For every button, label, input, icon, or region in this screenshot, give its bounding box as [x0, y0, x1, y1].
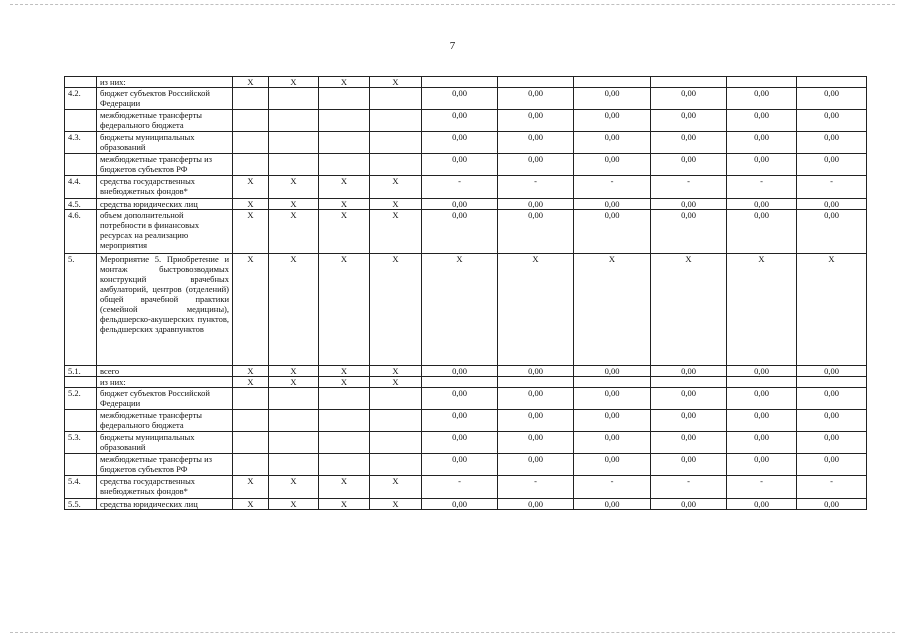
value-cell [651, 377, 727, 388]
value-cell: 0,00 [797, 154, 867, 176]
value-cell: 0,00 [651, 410, 727, 432]
mark-cell: X [319, 210, 370, 254]
value-cell: 0,00 [498, 199, 574, 210]
value-cell: - [797, 476, 867, 499]
row-number: 4.3. [65, 132, 97, 154]
value-cell: 0,00 [574, 410, 651, 432]
mark-cell: X [370, 377, 422, 388]
mark-cell: X [370, 499, 422, 510]
row-name: бюджеты муниципальных образований [97, 432, 233, 454]
value-cell: 0,00 [651, 388, 727, 410]
row-name: средства юридических лиц [97, 499, 233, 510]
value-cell: 0,00 [797, 199, 867, 210]
value-cell: 0,00 [498, 410, 574, 432]
mark-cell: X [269, 366, 319, 377]
value-cell: 0,00 [574, 366, 651, 377]
row-name: межбюджетные трансферты федерального бюджета [97, 110, 233, 132]
value-cell [797, 77, 867, 88]
mark-cell [233, 454, 269, 476]
value-cell: X [727, 254, 797, 366]
value-cell: 0,00 [422, 454, 498, 476]
value-cell: 0,00 [422, 410, 498, 432]
value-cell: 0,00 [574, 499, 651, 510]
table-row [65, 210, 867, 254]
value-cell: 0,00 [498, 454, 574, 476]
value-cell: - [574, 176, 651, 199]
value-cell: - [422, 476, 498, 499]
table-row [65, 176, 867, 199]
value-cell: 0,00 [797, 88, 867, 110]
row-number [65, 377, 97, 388]
mark-cell: X [269, 499, 319, 510]
row-name: межбюджетные трансферты федерального бюджета [97, 410, 233, 432]
mark-cell [319, 432, 370, 454]
value-cell [574, 77, 651, 88]
row-number: 4.2. [65, 88, 97, 110]
value-cell: 0,00 [422, 154, 498, 176]
mark-cell: X [233, 77, 269, 88]
value-cell: 0,00 [498, 210, 574, 254]
value-cell [727, 77, 797, 88]
value-cell: X [797, 254, 867, 366]
value-cell: 0,00 [498, 154, 574, 176]
row-name: из них: [97, 77, 233, 88]
table-row [65, 110, 867, 132]
value-cell: 0,00 [498, 88, 574, 110]
mark-cell [370, 410, 422, 432]
mark-cell [269, 454, 319, 476]
mark-cell [319, 454, 370, 476]
mark-cell: X [319, 176, 370, 199]
row-name: из них: [97, 377, 233, 388]
value-cell: 0,00 [727, 110, 797, 132]
value-cell: - [651, 176, 727, 199]
value-cell: 0,00 [574, 110, 651, 132]
value-cell: 0,00 [422, 388, 498, 410]
mark-cell: X [233, 366, 269, 377]
value-cell: 0,00 [498, 132, 574, 154]
value-cell: 0,00 [727, 388, 797, 410]
value-cell: 0,00 [727, 366, 797, 377]
mark-cell: X [269, 254, 319, 366]
mark-cell [370, 432, 422, 454]
value-cell: X [574, 254, 651, 366]
mark-cell [269, 410, 319, 432]
value-cell: 0,00 [651, 366, 727, 377]
mark-cell [269, 88, 319, 110]
table-body [65, 77, 867, 510]
mark-cell [233, 410, 269, 432]
value-cell: 0,00 [727, 499, 797, 510]
row-number: 4.5. [65, 199, 97, 210]
mark-cell [319, 154, 370, 176]
value-cell: 0,00 [797, 499, 867, 510]
value-cell: 0,00 [651, 132, 727, 154]
value-cell: 0,00 [574, 132, 651, 154]
value-cell: 0,00 [797, 432, 867, 454]
row-number: 4.6. [65, 210, 97, 254]
row-number: 5.5. [65, 499, 97, 510]
value-cell [651, 77, 727, 88]
mark-cell [370, 88, 422, 110]
row-number [65, 410, 97, 432]
value-cell: 0,00 [574, 388, 651, 410]
value-cell: X [651, 254, 727, 366]
row-number: 5.2. [65, 388, 97, 410]
value-cell: - [651, 476, 727, 499]
scan-edge-bottom [10, 632, 895, 633]
value-cell: - [498, 176, 574, 199]
mark-cell [319, 410, 370, 432]
budget-table [64, 76, 867, 510]
value-cell: 0,00 [727, 154, 797, 176]
value-cell: - [797, 176, 867, 199]
mark-cell: X [370, 77, 422, 88]
value-cell: 0,00 [727, 410, 797, 432]
value-cell: 0,00 [797, 132, 867, 154]
value-cell: - [422, 176, 498, 199]
value-cell: 0,00 [574, 432, 651, 454]
value-cell: 0,00 [797, 210, 867, 254]
value-cell: 0,00 [422, 366, 498, 377]
mark-cell: X [319, 199, 370, 210]
mark-cell: X [269, 199, 319, 210]
value-cell [422, 377, 498, 388]
mark-cell: X [319, 366, 370, 377]
row-name: бюджеты муниципальных образований [97, 132, 233, 154]
table-row [65, 432, 867, 454]
row-name: бюджет субъектов Российской Федерации [97, 388, 233, 410]
row-name: Мероприятие 5. Приобретение и монтаж быстровозводимых конструкций врачебных амбулаторий, центров (отделений) общей врачебной практики (семейной медицины), фельдшерско-акушерских пунктов, фельдшерских здравпунктов [97, 254, 233, 366]
table-row [65, 77, 867, 88]
value-cell: 0,00 [651, 454, 727, 476]
table-row [65, 476, 867, 499]
mark-cell: X [370, 366, 422, 377]
table-row [65, 454, 867, 476]
value-cell: 0,00 [422, 110, 498, 132]
value-cell: - [498, 476, 574, 499]
value-cell [727, 377, 797, 388]
value-cell: 0,00 [498, 110, 574, 132]
table-row [65, 254, 867, 366]
row-name: межбюджетные трансферты из бюджетов субъектов РФ [97, 454, 233, 476]
value-cell: 0,00 [651, 210, 727, 254]
mark-cell [269, 110, 319, 132]
value-cell: 0,00 [422, 499, 498, 510]
mark-cell: X [319, 254, 370, 366]
mark-cell: X [233, 499, 269, 510]
value-cell: - [574, 476, 651, 499]
row-name: средства юридических лиц [97, 199, 233, 210]
row-name: бюджет субъектов Российской Федерации [97, 88, 233, 110]
mark-cell [269, 132, 319, 154]
value-cell: 0,00 [422, 210, 498, 254]
value-cell: 0,00 [422, 132, 498, 154]
value-cell: 0,00 [422, 199, 498, 210]
mark-cell [370, 454, 422, 476]
mark-cell: X [233, 254, 269, 366]
value-cell: - [727, 476, 797, 499]
mark-cell [233, 388, 269, 410]
value-cell: X [422, 254, 498, 366]
scan-edge-top [10, 4, 895, 5]
table-row [65, 88, 867, 110]
row-number: 4.4. [65, 176, 97, 199]
mark-cell: X [370, 254, 422, 366]
mark-cell [233, 154, 269, 176]
row-name: средства государственных внебюджетных фондов* [97, 476, 233, 499]
mark-cell: X [269, 476, 319, 499]
mark-cell [319, 132, 370, 154]
value-cell: 0,00 [651, 499, 727, 510]
value-cell: 0,00 [651, 199, 727, 210]
value-cell: 0,00 [574, 454, 651, 476]
value-cell [422, 77, 498, 88]
value-cell: 0,00 [727, 199, 797, 210]
row-name: всего [97, 366, 233, 377]
mark-cell: X [233, 210, 269, 254]
row-number [65, 77, 97, 88]
value-cell: 0,00 [651, 154, 727, 176]
value-cell: 0,00 [797, 454, 867, 476]
row-number: 5. [65, 254, 97, 366]
row-number: 5.1. [65, 366, 97, 377]
mark-cell: X [233, 199, 269, 210]
row-name: межбюджетные трансферты из бюджетов субъектов РФ [97, 154, 233, 176]
mark-cell [269, 432, 319, 454]
value-cell: 0,00 [574, 154, 651, 176]
value-cell: 0,00 [797, 410, 867, 432]
mark-cell: X [319, 77, 370, 88]
value-cell: 0,00 [498, 366, 574, 377]
mark-cell: X [233, 476, 269, 499]
row-number: 5.4. [65, 476, 97, 499]
mark-cell [370, 110, 422, 132]
row-name: средства государственных внебюджетных фондов* [97, 176, 233, 199]
value-cell: 0,00 [727, 454, 797, 476]
mark-cell [370, 132, 422, 154]
mark-cell: X [370, 476, 422, 499]
value-cell [498, 77, 574, 88]
value-cell: 0,00 [498, 432, 574, 454]
value-cell: 0,00 [797, 366, 867, 377]
mark-cell [233, 132, 269, 154]
page-number: 7 [449, 40, 456, 52]
row-name: объем дополнительной потребности в финансовых ресурсах на реализацию мероприятия [97, 210, 233, 254]
mark-cell: X [319, 476, 370, 499]
row-number: 5.3. [65, 432, 97, 454]
mark-cell: X [370, 199, 422, 210]
value-cell: - [727, 176, 797, 199]
mark-cell: X [269, 377, 319, 388]
table-row [65, 154, 867, 176]
value-cell: 0,00 [651, 88, 727, 110]
value-cell: 0,00 [422, 88, 498, 110]
table-row [65, 410, 867, 432]
mark-cell [319, 388, 370, 410]
mark-cell [233, 88, 269, 110]
row-number [65, 110, 97, 132]
mark-cell [370, 154, 422, 176]
mark-cell: X [269, 77, 319, 88]
value-cell: 0,00 [727, 210, 797, 254]
value-cell: 0,00 [574, 210, 651, 254]
value-cell: 0,00 [727, 432, 797, 454]
mark-cell: X [319, 377, 370, 388]
table-row [65, 377, 867, 388]
value-cell: 0,00 [498, 388, 574, 410]
value-cell: 0,00 [422, 432, 498, 454]
value-cell: 0,00 [797, 388, 867, 410]
row-number [65, 454, 97, 476]
table-row [65, 132, 867, 154]
mark-cell: X [269, 176, 319, 199]
value-cell: 0,00 [574, 199, 651, 210]
mark-cell: X [233, 176, 269, 199]
value-cell: 0,00 [498, 499, 574, 510]
value-cell: 0,00 [651, 432, 727, 454]
value-cell: 0,00 [574, 88, 651, 110]
value-cell: X [498, 254, 574, 366]
mark-cell: X [319, 499, 370, 510]
mark-cell: X [370, 176, 422, 199]
mark-cell [370, 388, 422, 410]
mark-cell: X [233, 377, 269, 388]
value-cell [797, 377, 867, 388]
value-cell: 0,00 [727, 132, 797, 154]
mark-cell [319, 88, 370, 110]
value-cell: 0,00 [797, 110, 867, 132]
value-cell [498, 377, 574, 388]
value-cell: 0,00 [727, 88, 797, 110]
row-number [65, 154, 97, 176]
table-row [65, 199, 867, 210]
mark-cell [269, 388, 319, 410]
table-row [65, 366, 867, 377]
mark-cell [269, 154, 319, 176]
mark-cell: X [370, 210, 422, 254]
table-row [65, 499, 867, 510]
table-row [65, 388, 867, 410]
value-cell [574, 377, 651, 388]
mark-cell: X [269, 210, 319, 254]
mark-cell [319, 110, 370, 132]
value-cell: 0,00 [651, 110, 727, 132]
mark-cell [233, 432, 269, 454]
mark-cell [233, 110, 269, 132]
